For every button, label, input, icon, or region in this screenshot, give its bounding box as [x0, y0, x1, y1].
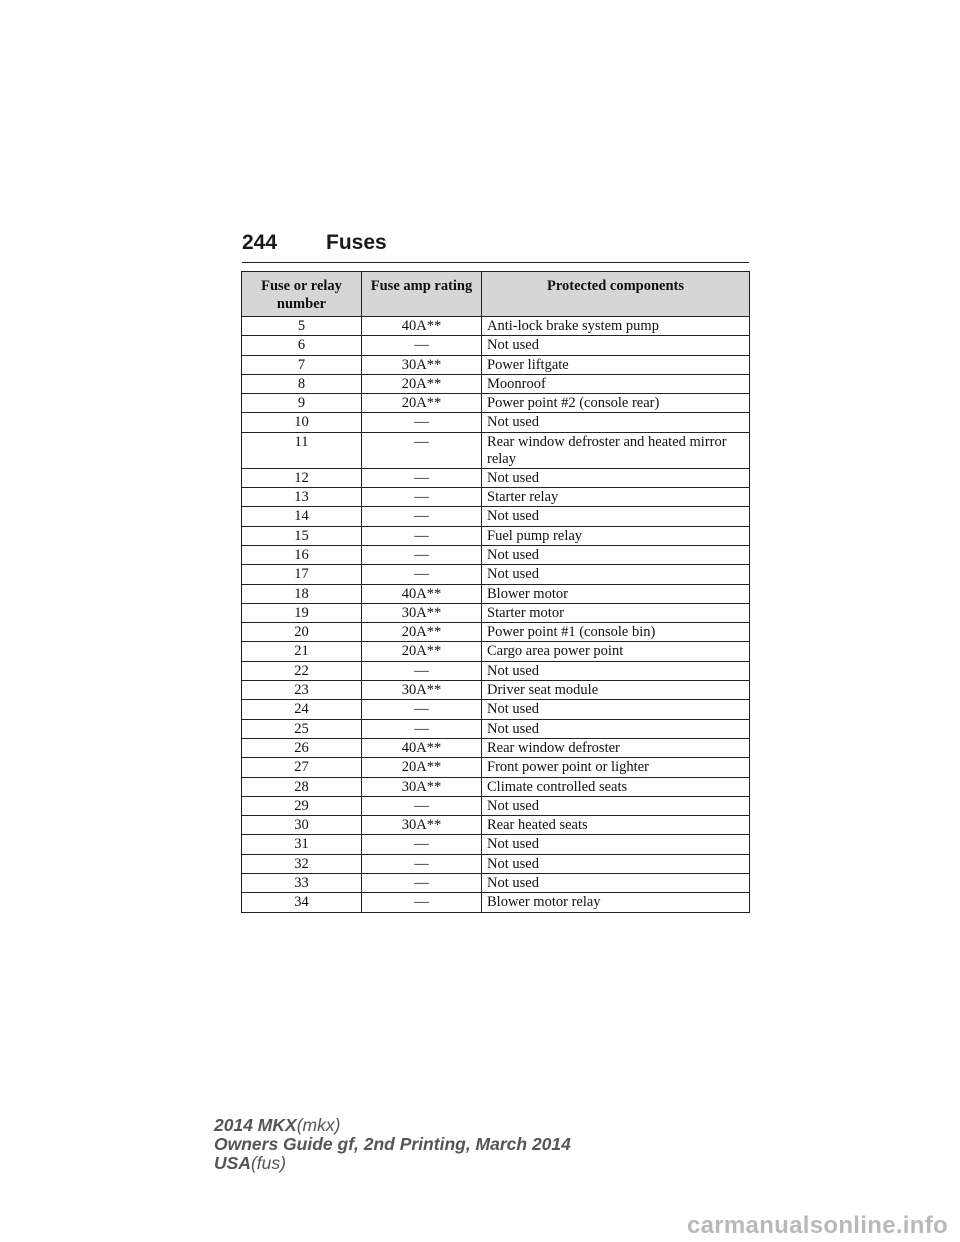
protected-component-cell: Moonroof [482, 374, 750, 393]
protected-component-cell: Not used [482, 661, 750, 680]
protected-component-cell: Fuel pump relay [482, 526, 750, 545]
protected-component-cell: Front power point or lighter [482, 758, 750, 777]
protected-component-cell: Not used [482, 719, 750, 738]
table-header-row [242, 272, 750, 317]
protected-component-cell: Not used [482, 874, 750, 893]
fuse-amp-cell: 30A** [362, 603, 482, 622]
table-row [242, 603, 750, 622]
fuse-amp-cell: 20A** [362, 758, 482, 777]
protected-component-cell: Power liftgate [482, 355, 750, 374]
footer-printing: Owners Guide gf, 2nd Printing, March 2014 [214, 1134, 571, 1154]
fuse-number-cell: 9 [242, 394, 362, 413]
table-row [242, 526, 750, 545]
fuse-number-cell: 13 [242, 488, 362, 507]
protected-component-cell: Rear window defroster [482, 738, 750, 757]
fuse-amp-cell: 20A** [362, 642, 482, 661]
table-row [242, 835, 750, 854]
table-row [242, 854, 750, 873]
footer-model: 2014 MKX [214, 1115, 297, 1135]
table-row [242, 317, 750, 336]
fuse-amp-cell: — [362, 893, 482, 912]
fuse-amp-cell: 40A** [362, 584, 482, 603]
protected-component-cell: Climate controlled seats [482, 777, 750, 796]
footer-line-1 [214, 1116, 571, 1135]
fuse-amp-cell: — [362, 835, 482, 854]
table-row [242, 816, 750, 835]
footer-line-3 [214, 1154, 571, 1173]
table-row [242, 777, 750, 796]
fuse-amp-cell: — [362, 661, 482, 680]
footer-market: USA [214, 1153, 251, 1173]
fuse-number-cell: 8 [242, 374, 362, 393]
footer-market-code: (fus) [250, 1153, 286, 1173]
table-row [242, 738, 750, 757]
protected-component-cell: Not used [482, 854, 750, 873]
table-row [242, 893, 750, 912]
fuse-number-cell: 23 [242, 681, 362, 700]
column-header-number: Fuse or relay number [242, 272, 362, 317]
fuse-number-cell: 11 [242, 432, 362, 468]
fuse-amp-cell: — [362, 545, 482, 564]
table-row [242, 507, 750, 526]
fuse-amp-cell: — [362, 700, 482, 719]
fuse-amp-cell: 30A** [362, 355, 482, 374]
footer-model-code: (mkx) [296, 1115, 341, 1135]
fuse-number-cell: 14 [242, 507, 362, 526]
fuse-amp-cell: — [362, 796, 482, 815]
protected-component-cell: Power point #1 (console bin) [482, 623, 750, 642]
protected-component-cell: Not used [482, 796, 750, 815]
table-row [242, 719, 750, 738]
protected-component-cell: Driver seat module [482, 681, 750, 700]
fuse-number-cell: 21 [242, 642, 362, 661]
fuse-number-cell: 17 [242, 565, 362, 584]
fuse-number-cell: 30 [242, 816, 362, 835]
fuse-number-cell: 28 [242, 777, 362, 796]
fuse-amp-cell: — [362, 413, 482, 432]
table-row [242, 432, 750, 468]
table-row [242, 394, 750, 413]
protected-component-cell: Anti-lock brake system pump [482, 317, 750, 336]
table-row [242, 642, 750, 661]
table-row [242, 700, 750, 719]
table-row [242, 488, 750, 507]
fuse-table [241, 271, 750, 913]
table-row [242, 336, 750, 355]
table-row [242, 661, 750, 680]
fuse-number-cell: 32 [242, 854, 362, 873]
fuse-number-cell: 29 [242, 796, 362, 815]
column-header-components: Protected components [482, 272, 750, 317]
protected-component-cell: Not used [482, 413, 750, 432]
fuse-number-cell: 6 [242, 336, 362, 355]
fuse-number-cell: 31 [242, 835, 362, 854]
protected-component-cell: Starter motor [482, 603, 750, 622]
footer-line-2 [214, 1135, 571, 1154]
fuse-number-cell: 24 [242, 700, 362, 719]
fuse-amp-cell: — [362, 468, 482, 487]
fuse-amp-cell: — [362, 507, 482, 526]
fuse-number-cell: 34 [242, 893, 362, 912]
fuse-number-cell: 7 [242, 355, 362, 374]
fuse-number-cell: 16 [242, 545, 362, 564]
table-row [242, 545, 750, 564]
protected-component-cell: Blower motor [482, 584, 750, 603]
protected-component-cell: Rear heated seats [482, 816, 750, 835]
table-body [242, 317, 750, 913]
fuse-amp-cell: 30A** [362, 816, 482, 835]
fuse-amp-cell: — [362, 719, 482, 738]
fuse-number-cell: 33 [242, 874, 362, 893]
protected-component-cell: Not used [482, 507, 750, 526]
fuse-amp-cell: — [362, 488, 482, 507]
table-row [242, 758, 750, 777]
protected-component-cell: Not used [482, 336, 750, 355]
fuse-amp-cell: 20A** [362, 623, 482, 642]
fuse-amp-cell: 30A** [362, 681, 482, 700]
table-row [242, 681, 750, 700]
protected-component-cell: Not used [482, 565, 750, 584]
fuse-number-cell: 5 [242, 317, 362, 336]
fuse-amp-cell: — [362, 854, 482, 873]
protected-component-cell: Cargo area power point [482, 642, 750, 661]
table-row [242, 623, 750, 642]
table-row [242, 355, 750, 374]
fuse-amp-cell: 40A** [362, 317, 482, 336]
fuse-number-cell: 12 [242, 468, 362, 487]
protected-component-cell: Power point #2 (console rear) [482, 394, 750, 413]
fuse-number-cell: 15 [242, 526, 362, 545]
protected-component-cell: Starter relay [482, 488, 750, 507]
fuse-amp-cell: — [362, 432, 482, 468]
protected-component-cell: Not used [482, 700, 750, 719]
fuse-number-cell: 18 [242, 584, 362, 603]
fuse-number-cell: 10 [242, 413, 362, 432]
watermark [0, 1206, 960, 1242]
table-row [242, 413, 750, 432]
table-row [242, 374, 750, 393]
fuse-amp-cell: — [362, 874, 482, 893]
fuse-number-cell: 26 [242, 738, 362, 757]
table-row [242, 874, 750, 893]
section-title: Fuses [326, 231, 387, 254]
protected-component-cell: Not used [482, 545, 750, 564]
table-row [242, 468, 750, 487]
watermark-text: carmanualsonline.info [686, 1212, 948, 1239]
protected-component-cell: Rear window defroster and heated mirror relay [482, 432, 750, 468]
fuse-number-cell: 22 [242, 661, 362, 680]
table-row [242, 565, 750, 584]
fuse-amp-cell: 40A** [362, 738, 482, 757]
protected-component-cell: Not used [482, 835, 750, 854]
document-footer [214, 1116, 571, 1173]
table-row [242, 796, 750, 815]
page-number: 244 [242, 231, 278, 254]
table-row [242, 584, 750, 603]
fuse-amp-cell: — [362, 526, 482, 545]
fuse-number-cell: 27 [242, 758, 362, 777]
page-header [242, 228, 749, 263]
fuse-amp-cell: 20A** [362, 374, 482, 393]
fuse-amp-cell: — [362, 336, 482, 355]
fuse-number-cell: 25 [242, 719, 362, 738]
fuse-amp-cell: 30A** [362, 777, 482, 796]
fuse-number-cell: 19 [242, 603, 362, 622]
protected-component-cell: Not used [482, 468, 750, 487]
protected-component-cell: Blower motor relay [482, 893, 750, 912]
fuse-number-cell: 20 [242, 623, 362, 642]
fuse-amp-cell: 20A** [362, 394, 482, 413]
column-header-amp: Fuse amp rating [362, 272, 482, 317]
fuse-amp-cell: — [362, 565, 482, 584]
